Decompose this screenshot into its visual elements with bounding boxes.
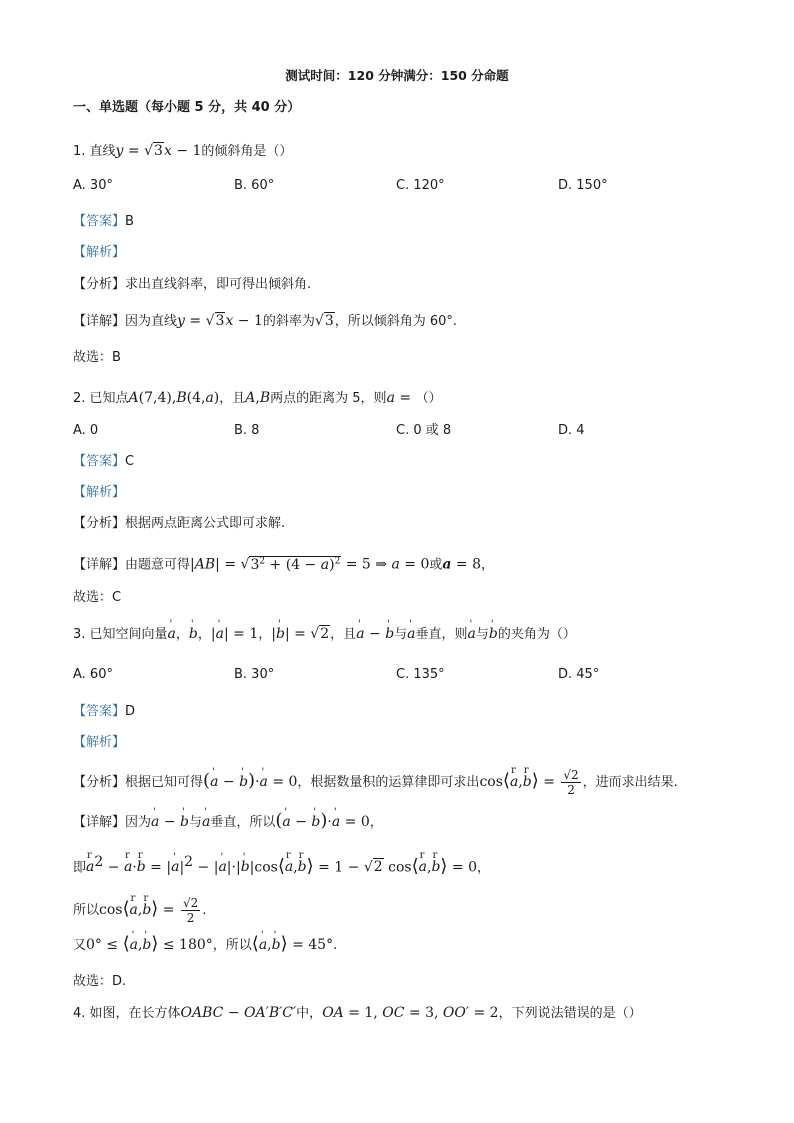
q4-stem: 4. 如图，在长方体OABC − OA′B′C′中，OA = 1, OC = 3, OO′ = 2，下列说法错误的是（）	[73, 1005, 642, 1021]
q2-choose: 故选：C	[73, 590, 122, 605]
q1-option-c: C. 120°	[396, 178, 445, 193]
page-title: 测试时间：120 分钟满分：150 分命题	[285, 68, 509, 83]
q3-option-b: B. 30°	[234, 667, 275, 682]
q3-answer: 【答案】D	[73, 704, 136, 719]
q2-fenxi: 【分析】根据两点距离公式即可求解.	[73, 516, 286, 531]
q2-option-b: B. 8	[234, 423, 260, 438]
q3-stem: 3. 已知空间向量' a，' b，|' a| = 1，|' b| = √2，且' a − ' b与' a垂直，则' a与' b的夹角为（）	[73, 624, 576, 645]
q1-analysis-tag: 【解析】	[73, 245, 126, 260]
q3-derivation-2: 所以cos⟨r a,r b⟩ = $\frac{√2}{2}$ .	[73, 896, 206, 925]
q1-answer: 【答案】B	[73, 214, 134, 229]
q2-answer: 【答案】C	[73, 454, 135, 469]
q3-derivation-1: 即r $a^2 - r$ a·r b = |' $a|^2$ − |' a|·|' b|cos⟨r a,r b⟩ = 1 − √2 cos⟨r a,r b⟩ = 0，	[73, 852, 490, 878]
q3-analysis-tag: 【解析】	[73, 735, 126, 750]
q3-option-a: A. 60°	[73, 667, 113, 682]
q3-detail: 【详解】因为' a − ' b与' a垂直，所以(' a − ' b)·' a = 0，	[73, 811, 383, 833]
q2-stem: 2. 已知点A(7,4),B(4,a)，且A,B两点的距离为 5，则a = （）	[73, 390, 442, 406]
q2-detail: 【详解】由题意可得$|AB| = √3^2 + (4 - a)^2 = 5$ ⇒ a = 0或a = 8，	[73, 556, 495, 573]
q1-stem: 1. 直线y = √3x − 1的倾斜角是（）	[73, 143, 293, 159]
q1-fenxi: 【分析】求出直线斜率，即可得出倾斜角.	[73, 277, 312, 292]
q3-fenxi: 【分析】根据已知可得(' a − ' b)·' a = 0，根据数量积的运算律即可求出cos⟨r a,r b⟩ = $\frac{√2}{2}$ ，进而求出结果.	[73, 768, 678, 797]
q3-derivation-3: 又0° ≤ ⟨' a,' b⟩ ≤ 180°，所以⟨' a,' b⟩ = 45°.	[73, 934, 337, 956]
q1-option-d: D. 150°	[558, 178, 608, 193]
q2-analysis-tag: 【解析】	[73, 485, 126, 500]
q2-option-d: D. 4	[558, 423, 585, 438]
q2-option-a: A. 0	[73, 423, 99, 438]
q2-option-c: C. 0 或 8	[396, 423, 452, 438]
q3-choose: 故选：D.	[73, 974, 127, 989]
q1-choose: 故选：B	[73, 350, 121, 365]
section-heading: 一、单选题（每小题 5 分，共 40 分）	[73, 100, 301, 115]
q1-detail: 【详解】因为直线y = √3x − 1的斜率为√3，所以倾斜角为 60°.	[73, 313, 458, 329]
q3-option-c: C. 135°	[396, 667, 445, 682]
q3-option-d: D. 45°	[558, 667, 600, 682]
q1-option-b: B. 60°	[234, 178, 275, 193]
q1-option-a: A. 30°	[73, 178, 113, 193]
